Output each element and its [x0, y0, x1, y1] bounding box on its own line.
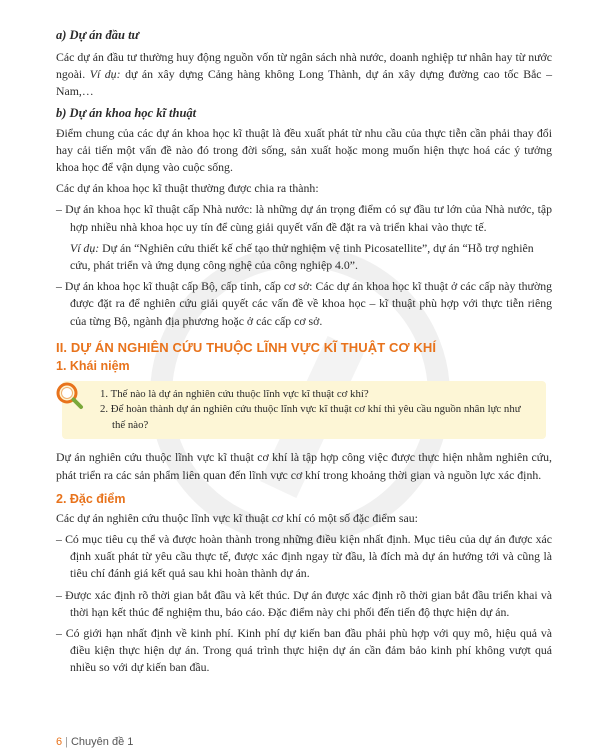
definition-paragraph: Dự án nghiên cứu thuộc lĩnh vực kĩ thuật cơ khí là tập hợp công việc được thực hiện nhằm nghiên cứu, phát triển ra các sản phẩm liên quan đến lĩnh vực cơ khí trong khoảng thời gian và nguồn lực xác định. — [56, 450, 552, 482]
section-ii-heading: II. DỰ ÁN NGHIÊN CỨU THUỘC LĨNH VỰC KĨ THUẬT CƠ KHÍ — [56, 339, 437, 355]
section-a-heading: a) Dự án đầu tư — [56, 28, 140, 42]
page-content — [56, 28, 552, 677]
concept-heading: 1. Khái niệm — [56, 358, 130, 373]
features-intro: Các dự án nghiên cứu thuộc lĩnh vực kĩ thuật cơ khí có một số đặc điểm sau: — [56, 510, 418, 525]
feature-item-3: – Có giới hạn nhất định về kinh phí. Kinh phí dự kiến ban đầu phải phù hợp với quy mô, hiệu quả và điều kiện thực hiện dự án. Trong quá trình thực hiện dự án cần đảm bảo kinh phí không vượt quá nhiều so với dự kiến ban đầu. — [56, 625, 552, 675]
section-b-example-text: Dự án “Nghiên cứu thiết kế chế tạo thử nghiệm vệ tinh Picosatellite”, dự án “Hỗ trợ nghiên cứu, phát triển và ứng dụng công nghệ của công nghiệp 4.0”. — [70, 240, 534, 273]
page-footer — [56, 736, 133, 748]
section-b-example-label: Ví dụ: — [70, 240, 100, 255]
section-b-paragraph-1: Điểm chung của các dự án khoa học kĩ thuật là đều xuất phát từ nhu cầu của thực tiễn cần phải thay đổi hay cải tiến một vấn đề nào đó trong đời sống, sản xuất hoặc mong muốn hiện thực hoá các ý tưởng khoa học để vận dụng vào cuộc sống. — [56, 125, 552, 175]
section-a-text: Các dự án đầu tư thường huy động nguồn vốn từ ngân sách nhà nước, doanh nghiệp tư nhân hay từ nước ngoài. — [56, 50, 552, 82]
chapter-label: Chuyên đề 1 — [70, 736, 134, 748]
magnifier-icon — [54, 381, 84, 411]
feature-item-1: – Có mục tiêu cụ thể và được hoàn thành trong những điều kiện nhất định. Mục tiêu của dự án được xác định xuất phát từ yêu cầu thực tế, được xác định ngay từ đầu, là đích mà dự án hướng tới và cũng là tiêu chí đánh giá kết quả sau khi hoàn thành dự án. — [56, 531, 552, 581]
feature-item-2: – Được xác định rõ thời gian bắt đầu và kết thúc. Dự án được xác định rõ thời gian bắt đầu triển khai và thời hạn kết thúc để nghiệm thu, báo cáo. Đặc điểm này chi phối đến tiến độ thực hiện dự án. — [56, 587, 552, 619]
section-b-paragraph-2: Các dự án khoa học kĩ thuật thường được chia ra thành: — [56, 181, 319, 196]
section-a-example-label: Ví dụ: — [89, 67, 121, 82]
question-1: 1. Thế nào là dự án nghiên cứu thuộc lĩnh vực kĩ thuật cơ khí? — [100, 387, 369, 400]
section-b-example — [56, 240, 552, 274]
section-b-bullet-1: – Dự án khoa học kĩ thuật cấp Nhà nước: là những dự án trọng điểm có sự đầu tư lớn của Nhà nước, tập hợp nhiều nhà khoa học uy tín để cùng giải quyết vấn đề đặt ra và triển khai vào thực tế. — [56, 202, 552, 234]
section-a-example-text: dự án xây dựng Cảng hàng không Long Thành, dự án xây dựng đường cao tốc Bắc – Nam,… — [56, 67, 552, 99]
page-number: 6 — [56, 736, 63, 748]
features-heading: 2. Đặc điểm — [56, 491, 126, 506]
question-box — [62, 381, 546, 440]
section-b-heading: b) Dự án khoa học kĩ thuật — [56, 105, 197, 120]
question-2: 2. Để hoàn thành dự án nghiên cứu thuộc lĩnh vực kĩ thuật cơ khí thì yêu cầu nguồn nhân lực như thế nào? — [100, 403, 521, 431]
section-a-paragraph — [56, 49, 552, 101]
section-b-bullet-2: – Dự án khoa học kĩ thuật cấp Bộ, cấp tỉnh, cấp cơ sở: Các dự án khoa học kĩ thuật ở các cấp này thường được đặt ra để nghiên cứu giải quyết các vấn đề về khoa học – kĩ thuật phù hợp với thực tiễn riêng của từng Bộ, ngành địa phương hoặc ở các cấp cơ sở. — [56, 279, 552, 328]
footer-separator: | — [65, 736, 68, 748]
